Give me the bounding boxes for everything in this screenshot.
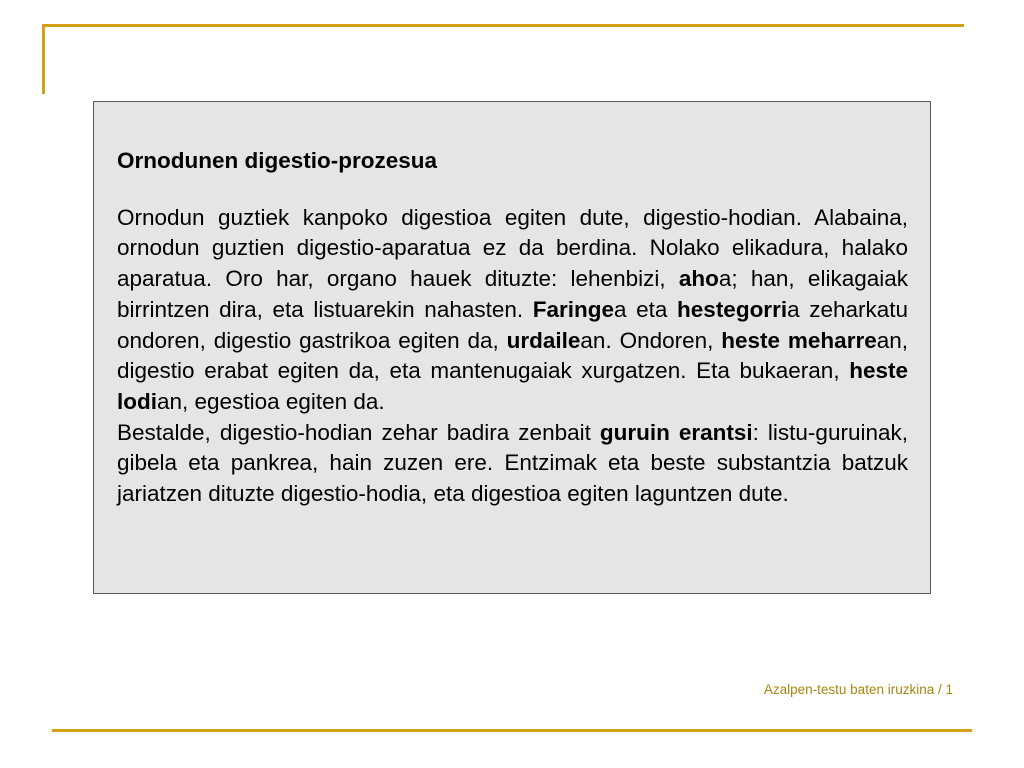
slide-footer: Azalpen-testu baten iruzkina / 1 xyxy=(763,682,953,697)
box-title: Ornodunen digestio-prozesua xyxy=(117,148,438,173)
text-run: : listu-guruinak, gibela eta pankrea, hain zuzen ere. Entzimak eta beste substantzia batzuk jariatzen dituzte digestio-hodia, eta digestioa egiten laguntzen dute. xyxy=(117,419,908,507)
text-run: a; han, elikagaiak birrintzen dira, eta listuarekin nahasten. xyxy=(117,266,909,322)
paragraph-2 xyxy=(117,418,908,510)
bold-term: heste meharre xyxy=(721,327,877,353)
bold-term: Faringe xyxy=(532,296,615,322)
text-run: Ornodun guztiek kanpoko digestioa egiten dute, digestio-hodian. Alabaina, ornodun guztien digestio-aparatua ez da berdina. Nolako elikadura, halako aparatua. Oro har, organo hauek dituzte: lehenbizi, xyxy=(117,204,908,292)
frame-top-rule xyxy=(42,24,964,27)
text-run: an. Ondoren, xyxy=(580,327,722,353)
bold-term: hestegorri xyxy=(677,296,788,322)
frame-left-rule xyxy=(42,24,45,94)
paragraph-1 xyxy=(117,203,908,418)
bold-term: aho xyxy=(678,266,719,292)
text-run: an, egestioa egiten da. xyxy=(157,388,385,414)
bold-term: heste lodi xyxy=(117,358,908,414)
text-run: a eta xyxy=(614,296,678,322)
text-box xyxy=(93,101,931,594)
bold-term: guruin erantsi xyxy=(599,419,753,445)
text-run: Bestalde, digestio-hodian zehar badira zenbait xyxy=(117,419,600,445)
text-run: a zeharkatu ondoren, digestio gastrikoa egiten da, xyxy=(117,296,909,353)
text-run: an, digestio erabat egiten da, eta mantenugaiak xurgatzen. Eta bukaeran, xyxy=(117,327,909,384)
bold-term: urdaile xyxy=(506,327,581,353)
frame-bottom-rule xyxy=(52,729,972,732)
